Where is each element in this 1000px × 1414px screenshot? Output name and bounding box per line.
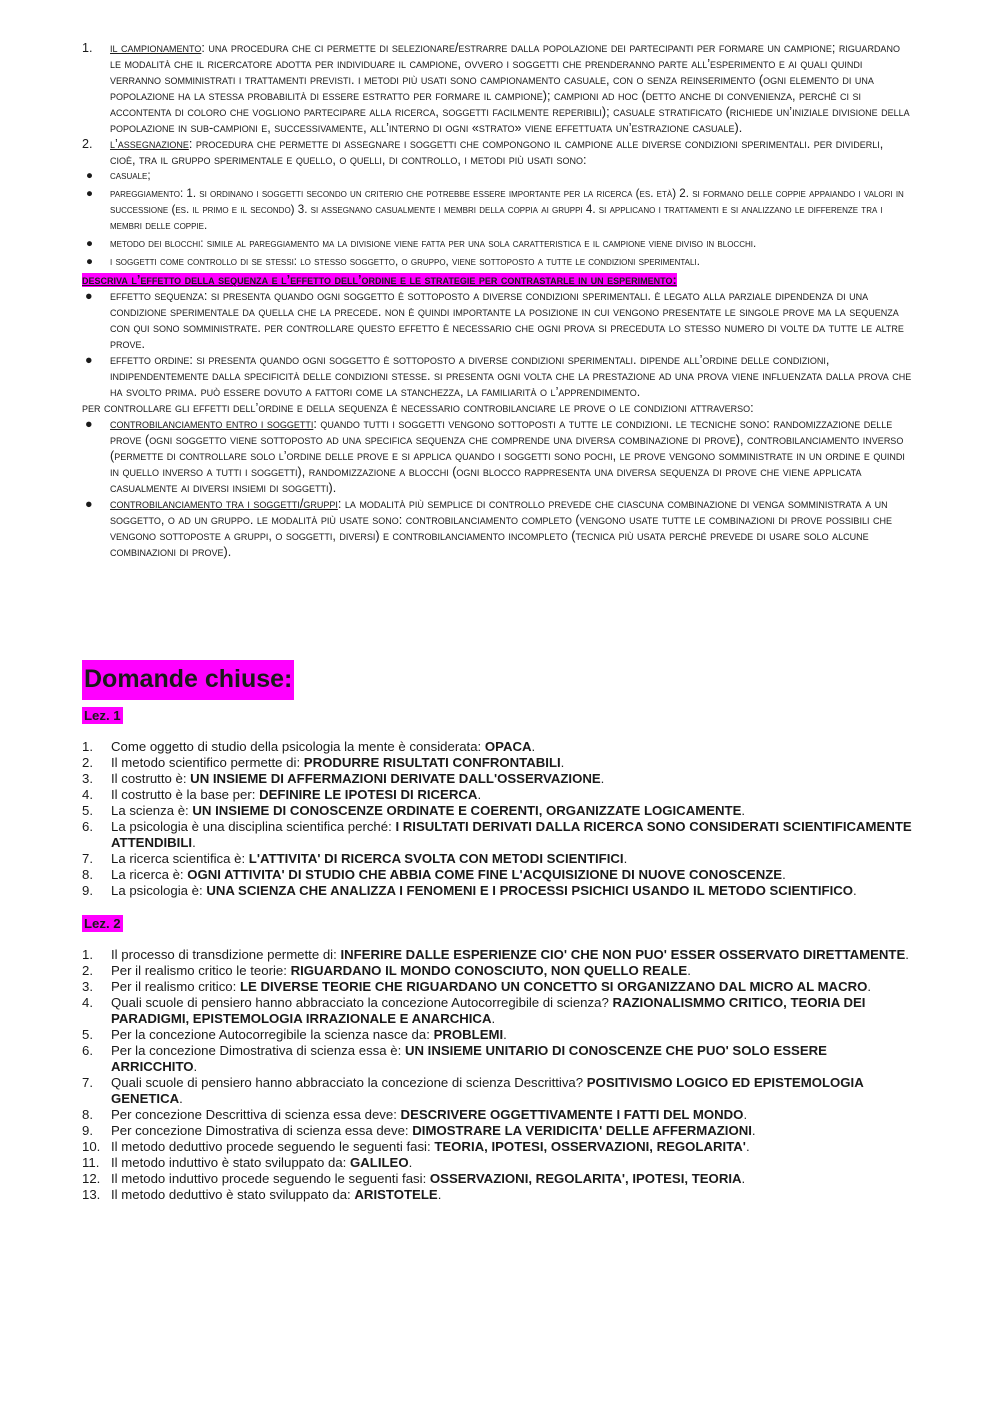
question-text: La psicologia è una disciplina scientifica perché: (111, 819, 396, 834)
answer-end: . (743, 1107, 748, 1122)
method-list (82, 40, 912, 270)
question-item (82, 1075, 912, 1107)
question-item (82, 979, 912, 995)
question-item (82, 1107, 912, 1123)
answer-text: GALILEO (350, 1155, 409, 1170)
bullet-icon: ● (85, 497, 93, 511)
question-text: Il metodo deduttivo è stato sviluppato da: (111, 1187, 355, 1202)
question-text: Per il realismo critico le teorie: (111, 963, 291, 978)
item-number: 5. (82, 803, 93, 818)
item-number: 3. (82, 771, 93, 786)
question-item (82, 803, 912, 819)
answer-text: RAZIONALISMMO CRITICO, TEORIA DEI PARADIGMI, EPISTEMOLOGIA IRRAZIONALE E ANARCHICA (111, 995, 866, 1026)
item-number: 4. (82, 995, 93, 1010)
control-intro: per controllare gli effetti dell’ordine e della sequenza è necessario controbilanciare le prove o le condizioni attraverso: (82, 401, 754, 415)
answer-text: PROBLEMI (433, 1027, 504, 1042)
item-text: metodo dei blocchi: simile al pareggiamento ma la divisione viene fatta per una sola caratteristica e il campione viene diviso in blocchi. (110, 237, 757, 250)
question-text: Il costrutto è: (111, 771, 191, 786)
answer-text: UNA SCIENZA CHE ANALIZZA I FENOMENI E I PROCESSI PSICHICI USANDO IL METODO SCIENTIFICO (206, 883, 854, 898)
item-number: 5. (82, 1027, 93, 1042)
question-heading (82, 272, 912, 288)
item-number: 3. (82, 979, 93, 994)
question-item (82, 867, 912, 883)
item-number: 9. (82, 1123, 93, 1138)
effects-list (82, 288, 912, 400)
item-number: 1. (82, 739, 93, 754)
list-item (86, 254, 912, 270)
item-text: casuale; (110, 169, 151, 182)
controls-list (82, 416, 912, 560)
item-text: : quando tutti i soggetti vengono sottoposti a tutte le condizioni. le tecniche sono: randomizzazione delle prove (ogni soggetto viene sottoposto ad una specifica sequenza che comprende una diversa combinazione di prove), controbilanciamento inverso (permette di controllare solo l’ordine delle prove e si applica quando i soggetti sono pochi, le prove vengono somministrate in un ordine e quindi in quello inverso a tutti i soggetti), randomizzazione a blocchi (ogni blocco rappresenta una diversa sequenza di prove che viene applicata casualmente ai diversi insiemi di soggetti). (110, 417, 905, 495)
answer-text: UN INSIEME UNITARIO DI CONOSCENZE CHE PUO' SOLO ESSERE ARRICCHITO (111, 1043, 827, 1074)
answer-end: . (491, 1011, 496, 1026)
question-item (82, 755, 912, 771)
item-number: 8. (82, 867, 93, 882)
list-item (82, 416, 912, 496)
bullet-icon: ● (85, 289, 93, 303)
item-number: 6. (82, 819, 93, 834)
question-text: Quali scuole di pensiero hanno abbracciato la concezione di scienza Descrittiva? (111, 1075, 587, 1090)
question-item (82, 1027, 912, 1043)
bullet-icon: ● (86, 169, 94, 182)
question-text: Per concezione Dimostrativa di scienza essa deve: (111, 1123, 413, 1138)
assignment-methods-list (86, 168, 912, 270)
lesson-1-questions (82, 739, 912, 899)
answer-end: . (560, 755, 565, 770)
question-text: Il metodo deduttivo procede seguendo le seguenti fasi: (111, 1139, 435, 1154)
method-section (82, 40, 912, 560)
question-text: Come oggetto di studio della psicologia la mente è considerata: (111, 739, 485, 754)
answer-end: . (751, 1123, 756, 1138)
question-text: Per la concezione Dimostrativa di scienza essa è: (111, 1043, 405, 1058)
question-item (82, 1043, 912, 1075)
item-number: 2. (82, 963, 93, 978)
answer-text: UN INSIEME DI CONOSCENZE ORDINATE E COERENTI, ORGANIZZATE LOGICAMENTE (192, 803, 742, 818)
answer-end: . (867, 979, 872, 994)
answer-end: . (687, 963, 691, 978)
item-text: effetto sequenza: si presenta quando ogni soggetto è sottoposto a diverse condizioni sperimentali. è legato alla parziale dipendenza di una condizione sperimentale da quella che la precede. non è quindi importante la posizione in cui vengono presentate le singole prove ma la sequenza con qui sono somministrate. per controllare questo effetto è necessario che ogni prova si preceduta lo stesso numero di volte da tutte le altre prove. (110, 289, 904, 351)
term-campionamento: il campionamento (110, 41, 202, 55)
item-number: 12. (82, 1171, 101, 1186)
answer-end: . (600, 771, 605, 786)
lesson-2-questions (82, 947, 912, 1203)
section-title: Domande chiuse: (82, 660, 294, 700)
answer-text: POSITIVISMO LOGICO ED EPISTEMOLOGIA GENETICA (111, 1075, 864, 1106)
lesson-label: Lez. 1 (84, 708, 121, 723)
question-item (82, 819, 912, 851)
bullet-icon: ● (86, 255, 94, 268)
answer-text: OPACA (484, 739, 532, 754)
bullet-icon: ● (85, 417, 93, 431)
answer-end: . (437, 1187, 442, 1202)
question-text: Il metodo induttivo è stato sviluppato da: (111, 1155, 350, 1170)
item-number: 1. (82, 947, 93, 962)
question-text: Per concezione Descrittiva di scienza essa deve: (111, 1107, 401, 1122)
question-item (82, 771, 912, 787)
item-number: 2. (82, 137, 93, 151)
answer-end: . (745, 1139, 750, 1154)
answer-end: . (477, 787, 482, 802)
answer-end: . (503, 1027, 507, 1042)
list-item (86, 236, 912, 252)
list-item (82, 288, 912, 352)
term-assegnazione: l’assegnazione (110, 137, 189, 151)
question-text: Per la concezione Autocorregibile la scienza nasce da: (111, 1027, 434, 1042)
answer-text: ARISTOTELE (354, 1187, 438, 1202)
question-item (82, 1123, 912, 1139)
answer-text: DESCRIVERE OGGETTIVAMENTE I FATTI DEL MONDO (400, 1107, 744, 1122)
answer-end: . (193, 1059, 198, 1074)
question-item (82, 947, 912, 963)
answer-text: I RISULTATI DERIVATI DALLA RICERCA SONO CONSIDERATI SCIENTIFICAMENTE ATTENDIBILI (111, 819, 912, 850)
answer-text: INFERIRE DALLE ESPERIENZE CIO' CHE NON PUO' ESSER OSSERVATO DIRETTAMENTE (340, 947, 906, 962)
question-text: Il metodo induttivo procede seguendo le seguenti fasi: (111, 1171, 430, 1186)
lesson-label: Lez. 2 (84, 916, 121, 931)
question-item (82, 1187, 912, 1203)
list-item (86, 186, 912, 234)
question-item (82, 1139, 912, 1155)
question-item (82, 787, 912, 803)
item-text: : procedura che permette di assegnare i soggetti che compongono il campione alle diverse condizioni sperimentali. per dividerli, cioè, tra il gruppo sperimentale e quello, o quelli, di controllo, i metodi più usati sono: (110, 137, 884, 167)
bullet-icon: ● (86, 187, 94, 200)
answer-end: . (782, 867, 786, 882)
answer-text: PRODURRE RISULTATI CONFRONTABILI (303, 755, 561, 770)
list-item (82, 496, 912, 560)
item-number: 13. (82, 1187, 101, 1202)
question-item (82, 851, 912, 867)
bullet-icon: ● (85, 353, 93, 367)
answer-end: . (741, 803, 746, 818)
item-number: 9. (82, 883, 93, 898)
question-text: La ricerca è: (111, 867, 188, 882)
item-text: effetto ordine: si presenta quando ogni soggetto è sottoposto a diverse condizioni sperimentali. dipende all’ordine delle condizioni, indipendentemente dalla specificità delle condizioni stesse. si presenta ogni volta che la prestazione ad una prova viene influenzata dalla prova che ha svolto prima. può essere dovuto a fattori come la stanchezza, la familiarità o l’apprendimento. (110, 353, 912, 399)
question-text: La scienza è: (111, 803, 193, 818)
item-number: 6. (82, 1043, 93, 1058)
question-text: Per il realismo critico: (111, 979, 240, 994)
list-item (86, 168, 912, 184)
answer-end: . (408, 1155, 413, 1170)
term-between-subjects: controbilanciamento tra i soggetti/gruppi (110, 497, 338, 511)
item-number: 1. (82, 41, 93, 55)
item-number: 4. (82, 787, 93, 802)
item-number: 7. (82, 851, 93, 866)
question-item (82, 739, 912, 755)
item-text: pareggiamento: 1. si ordinano i soggetti secondo un criterio che potrebbe essere importante per la ricerca (es. età) 2. si formano delle coppie appaiando i valori in successione (es. il primo e il secondo) 3. si assegnano casualmente i membri della coppia ai gruppi 4. si applicano i trattamenti e si analizzano le differenze tra i membri delle coppie. (110, 187, 904, 232)
answer-text: UN INSIEME DI AFFERMAZIONI DERIVATE DALL'OSSERVAZIONE (190, 771, 601, 786)
bullet-icon: ● (86, 237, 94, 250)
question-text: descriva l’effetto della sequenza e l’effetto dell’ordine e le strategie per contrastarle in un esperimento: (82, 273, 677, 287)
item-number: 7. (82, 1075, 93, 1090)
answer-text: L'ATTIVITA' DI RICERCA SVOLTA CON METODI SCIENTIFICI (248, 851, 624, 866)
question-item (82, 963, 912, 979)
answer-end: . (179, 1091, 183, 1106)
question-item (82, 995, 912, 1027)
item-number: 11. (82, 1155, 100, 1170)
list-item (82, 136, 912, 270)
question-text: Il costrutto è la base per: (111, 787, 260, 802)
answer-end: . (853, 883, 857, 898)
answer-end: . (741, 1171, 746, 1186)
question-item (82, 883, 912, 899)
answer-end: . (192, 835, 196, 850)
answer-text: OGNI ATTIVITA' DI STUDIO CHE ABBIA COME FINE L'ACQUISIZIONE DI NUOVE CONOSCENZE (187, 867, 783, 882)
list-item (82, 352, 912, 400)
question-item (82, 1155, 912, 1171)
item-text: i soggetti come controllo di se stessi: lo stesso soggetto, o gruppo, viene sottoposto a tutte le condizioni sperimentali. (110, 255, 700, 268)
answer-end: . (905, 947, 909, 962)
question-item (82, 1171, 912, 1187)
item-number: 8. (82, 1107, 93, 1122)
item-number: 2. (82, 755, 93, 770)
answer-end: . (531, 739, 536, 754)
answer-end: . (623, 851, 628, 866)
answer-text: RIGUARDANO IL MONDO CONOSCIUTO, NON QUELLO REALE (290, 963, 688, 978)
question-text: Il processo di transdizione permette di: (111, 947, 341, 962)
term-within-subjects: controbilanciamento entro i soggetti (110, 417, 314, 431)
answer-text: DIMOSTRARE LA VERIDICITA' DELLE AFFERMAZIONI (412, 1123, 752, 1138)
answer-text: DEFINIRE LE IPOTESI DI RICERCA (259, 787, 478, 802)
question-text: Il metodo scientifico permette di: (111, 755, 304, 770)
question-text: La psicologia è: (111, 883, 207, 898)
item-text: : la modalità più semplice di controllo prevede che ciascuna combinazione di venga somministrata a un soggetto, o ad un gruppo. le modalità più usate sono: controbilanciamento completo (vengono usate tutte le combinazioni di prove possibili che vengono sottoposte a gruppi, o soggetti, diversi) e controbilanciamento incompleto (tecnica più usata perché prevede di usare solo alcune combinazioni di prove). (110, 497, 892, 559)
answer-text: LE DIVERSE TEORIE CHE RIGUARDANO UN CONCETTO SI ORGANIZZANO DAL MICRO AL MACRO (239, 979, 868, 994)
answer-text: OSSERVAZIONI, REGOLARITA', IPOTESI, TEORIA (429, 1171, 742, 1186)
question-text: La ricerca scientifica è: (111, 851, 249, 866)
item-number: 10. (82, 1139, 101, 1154)
question-text: Quali scuole di pensiero hanno abbracciato la concezione Autocorregibile di scienza? (111, 995, 613, 1010)
item-text: : una procedura che ci permette di selezionare/estrarre dalla popolazione dei partecipanti per formare un campione; riguardano le modalità che il ricercatore adotta per individuare il campione, ovvero i soggetti che prenderanno parte all’esperimento e ai quali quindi verranno somministrati i trattamenti previsti. i metodi più usati sono campionamento casuale, con o senza reinserimento (ogni elemento di una popolazione ha la stessa probabilità di essere estratto per formare il campione); campioni ad hoc (detto anche di convenienza, perché ci si accontenta di coloro che vogliono partecipare alla ricerca, soggetti facilmente reperibili); casuale stratificato (richiede un’iniziale divisione della popolazione in sub-campioni e, successivamente, all’interno di ogni «strato» viene effettuata un’estrazione casuale). (110, 41, 910, 135)
answer-text: TEORIA, IPOTESI, OSSERVAZIONI, REGOLARITA' (434, 1139, 746, 1154)
list-item (82, 40, 912, 136)
